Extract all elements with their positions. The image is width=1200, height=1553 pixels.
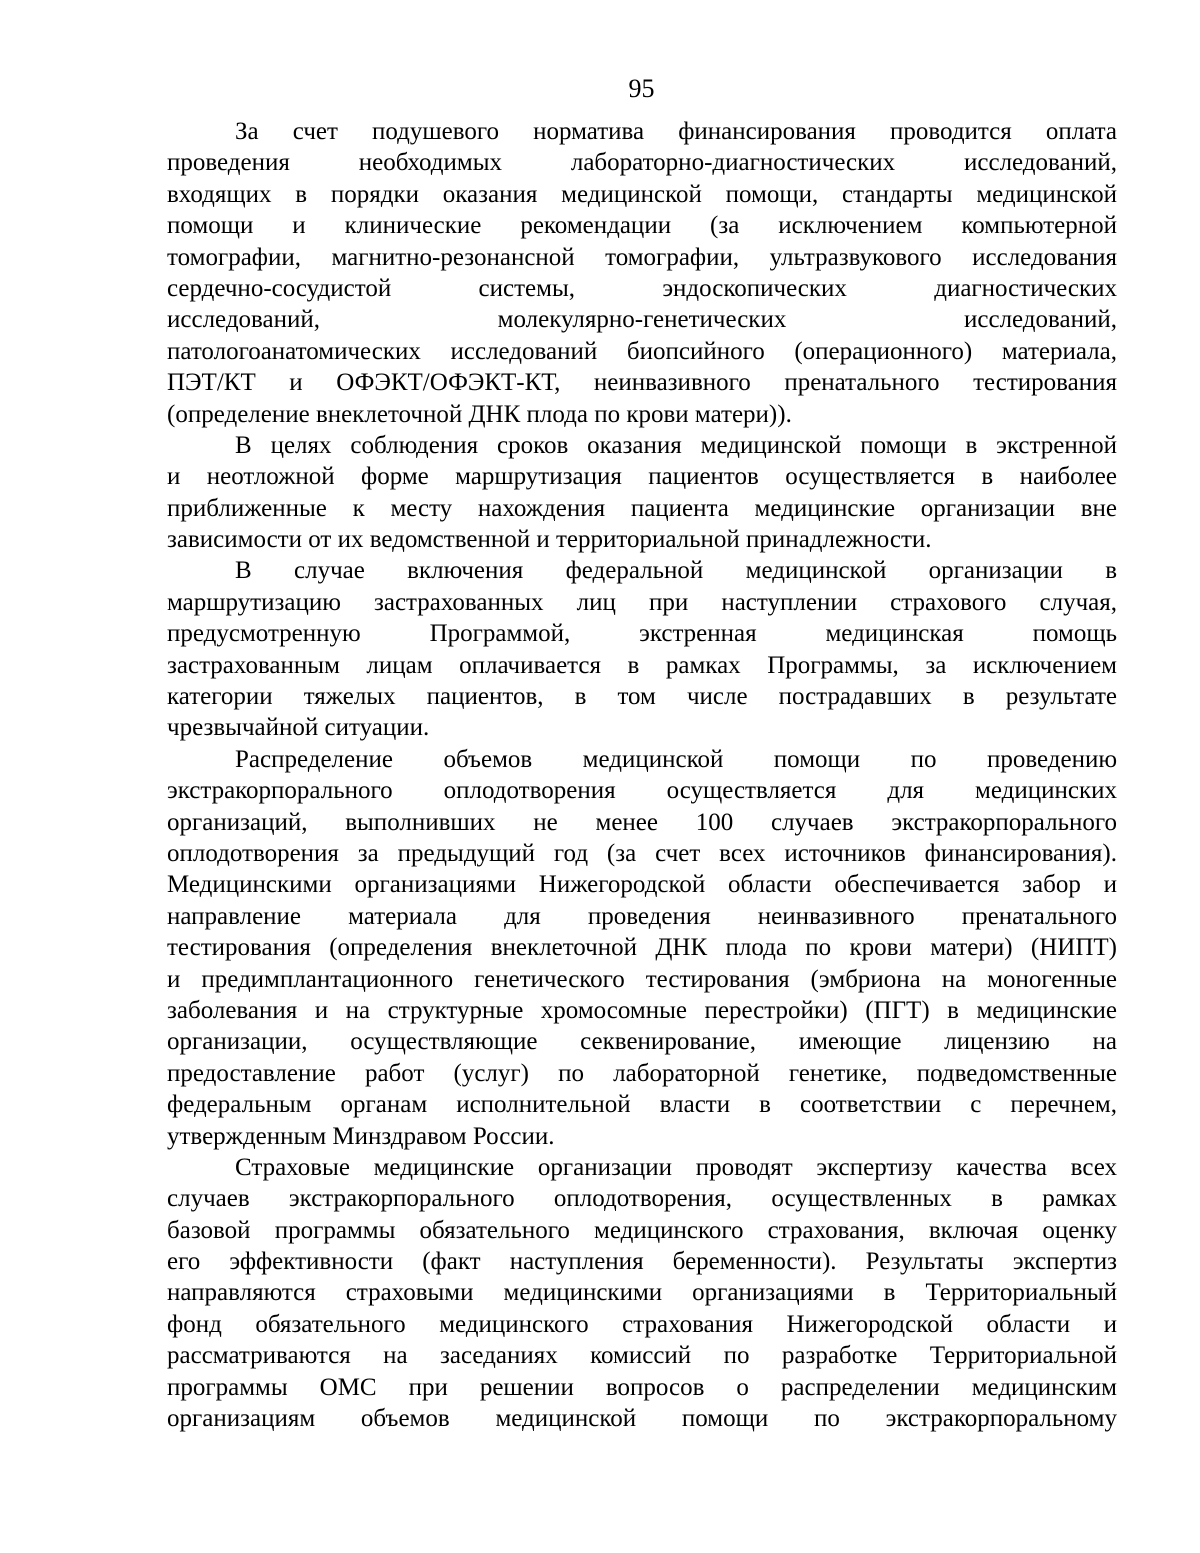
text-line: Распределение объемов медицинской помощи по проведению [235, 745, 1117, 773]
text-line: рассматриваются на заседаниях комиссий по разработке Территориальной [167, 1342, 1117, 1370]
text-line: застрахованным лицам оплачивается в рамках Программы, за исключением [167, 651, 1117, 679]
text-line: томографии, магнитно-резонансной томографии, ультразвукового исследования [167, 243, 1117, 271]
text-line: федеральным органам исполнительной власти в соответствии с перечнем, [167, 1091, 1117, 1119]
text-line: заболевания и на структурные хромосомные перестройки) (ПГТ) в медицинские [167, 996, 1117, 1024]
text-line: и неотложной форме маршрутизация пациентов осуществляется в наиболее [167, 463, 1117, 491]
text-line: утвержденным Минздравом России. [167, 1122, 555, 1150]
text-line: За счет подушевого норматива финансирования проводится оплата [235, 118, 1117, 145]
text-line: патологоанатомических исследований биопсийного (операционного) материала, [167, 337, 1117, 365]
text-line: сердечно-сосудистой системы, эндоскопических диагностических [167, 274, 1117, 302]
text-line: организаций, выполнивших не менее 100 случаев экстракорпорального [167, 808, 1117, 836]
text-line: оплодотворения за предыдущий год (за счет всех источников финансирования). [167, 839, 1117, 867]
text-line: исследований, молекулярно-генетических исследований, [167, 306, 1117, 334]
body-text [167, 116, 1117, 1434]
text-line: В целях соблюдения сроков оказания медицинской помощи в экстренной [235, 431, 1117, 459]
paragraph [167, 744, 1117, 1152]
page-number: 95 [628, 74, 655, 103]
text-line: экстракорпорального оплодотворения осуществляется для медицинских [167, 777, 1117, 805]
paragraph [167, 1152, 1117, 1435]
text-line: (определение внеклеточной ДНК плода по крови матери)). [167, 400, 792, 428]
text-line: и предимплантационного генетического тестирования (эмбриона на моногенные [167, 965, 1117, 993]
text-line: зависимости от их ведомственной и территориальной принадлежности. [167, 526, 932, 554]
paragraph [167, 116, 1117, 430]
text-line: программы ОМС при решении вопросов о распределении медицинским [167, 1373, 1117, 1401]
text-line: предусмотренную Программой, экстренная медицинская помощь [167, 620, 1117, 648]
text-line: Страховые медицинские организации проводят экспертизу качества всех [235, 1153, 1117, 1181]
text-line: его эффективности (факт наступления беременности). Результаты экспертиз [167, 1248, 1117, 1276]
text-line: приближенные к месту нахождения пациента медицинские организации вне [167, 494, 1117, 522]
text-line: В случае включения федеральной медицинской организации в [235, 557, 1117, 585]
text-line: категории тяжелых пациентов, в том числе пострадавших в результате [167, 683, 1117, 711]
text-line: ПЭТ/КТ и ОФЭКТ/ОФЭКТ-КТ, неинвазивного пренатального тестирования [167, 369, 1117, 397]
text-line: направляются страховыми медицинскими организациями в Территориальный [167, 1279, 1117, 1307]
text-line: фонд обязательного медицинского страхования Нижегородской области и [167, 1310, 1117, 1338]
text-line: помощи и клинические рекомендации (за исключением компьютерной [167, 212, 1117, 240]
text-line: случаев экстракорпорального оплодотворения, осуществленных в рамках [167, 1185, 1117, 1213]
text-line: входящих в порядки оказания медицинской помощи, стандарты медицинской [167, 180, 1117, 208]
text-line: проведения необходимых лабораторно-диагностических исследований, [167, 149, 1117, 177]
text-line: маршрутизацию застрахованных лиц при наступлении страхового случая, [167, 588, 1117, 616]
text-line: направление материала для проведения неинвазивного пренатального [167, 902, 1117, 930]
text-line: предоставление работ (услуг) по лабораторной генетике, подведомственные [167, 1059, 1117, 1087]
text-line: организациям объемов медицинской помощи по экстракорпоральному [167, 1405, 1117, 1433]
text-line: тестирования (определения внеклеточной ДНК плода по крови матери) (НИПТ) [167, 934, 1117, 962]
paragraph [167, 430, 1117, 556]
text-line: чрезвычайной ситуации. [167, 714, 430, 742]
text-line: организации, осуществляющие секвенирование, имеющие лицензию на [167, 1028, 1117, 1056]
paragraph [167, 555, 1117, 743]
text-line: базовой программы обязательного медицинского страхования, включая оценку [167, 1216, 1117, 1244]
text-line: Медицинскими организациями Нижегородской области обеспечивается забор и [167, 871, 1117, 899]
